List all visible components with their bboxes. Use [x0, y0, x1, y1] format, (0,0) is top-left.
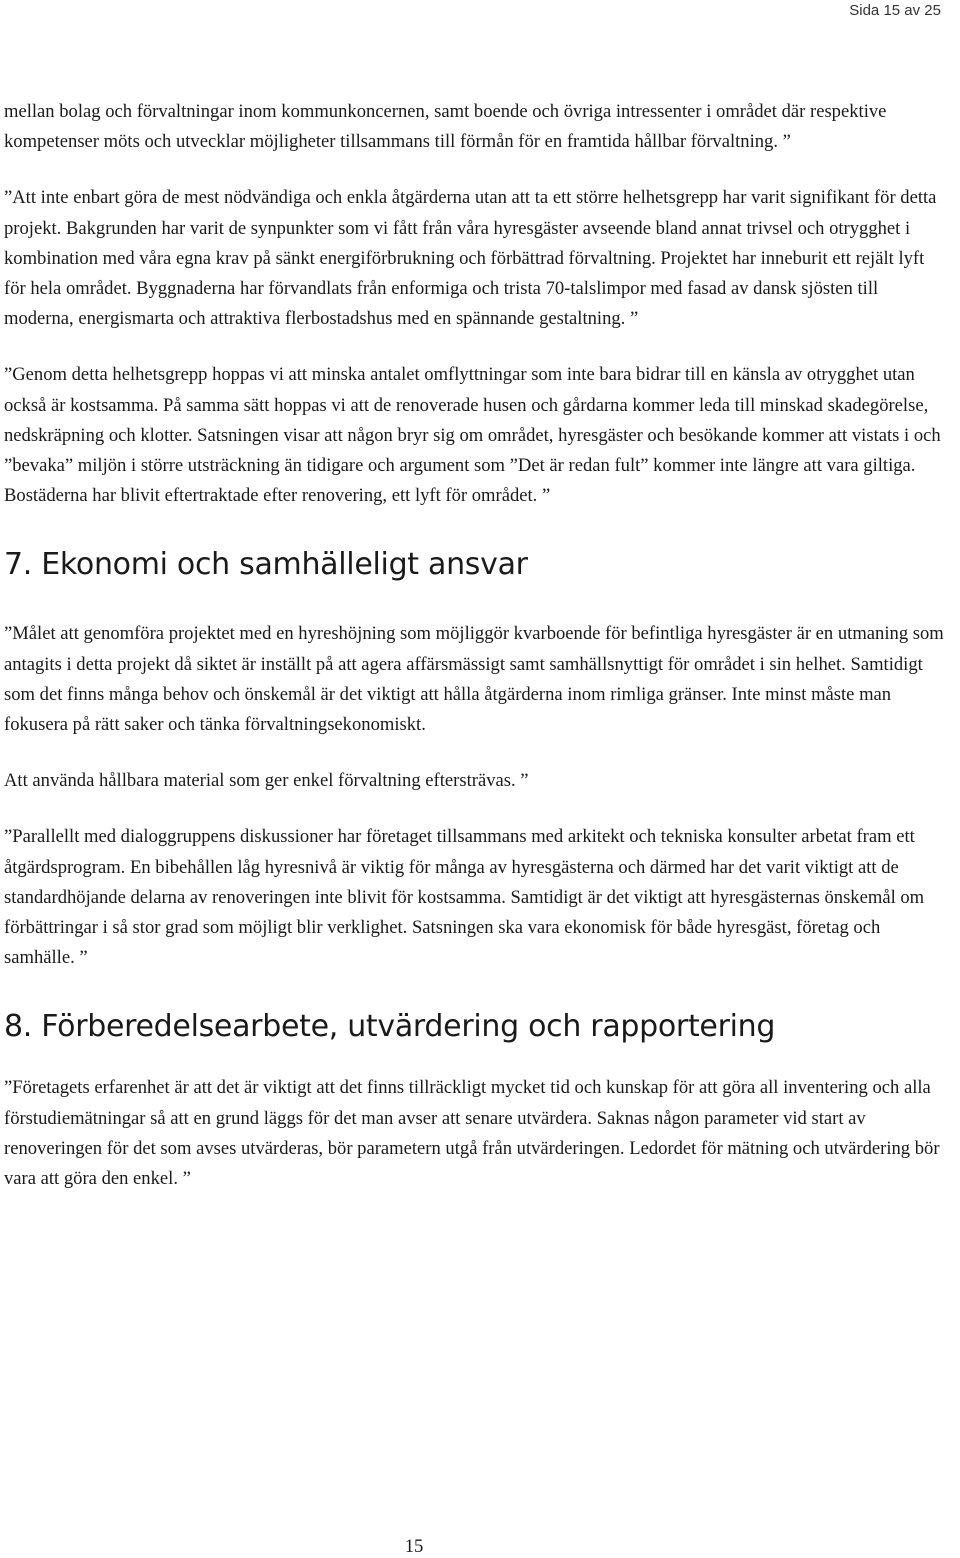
- paragraph-helhetsgrepp: ”Att inte enbart göra de mest nödvändiga och enkla åtgärderna utan att ta ett större helhetsgrepp har varit signifikant för detta projekt. Bakgrunden har varit de synpunkter som vi fått från våra hyresgäster avseende bland annat trivsel och otrygghet i kombination med våra egna krav på sänkt energiförbrukning och förbättrad förvaltning. Projektet har inneburit ett rejält lyft för hela området. Byggnaderna har förvandlats från enformiga och trista 70-talslimpor med fasad av dansk sjösten till moderna, energismarta och attraktiva flerbostadshus med en spännande gestaltning. ”: [4, 187, 937, 330]
- paragraph-hyreshojning: ”Målet att genomföra projektet med en hyreshöjning som möjliggör kvarboende för befintliga hyresgäster är en utmaning som antagits i detta projekt då siktet är inställt på att agera affärsmässigt samt samhällsnyttigt för området i sin helhet. Samtidigt som det finns många behov och önskemål är det viktigt att hålla åtgärderna inom rimliga gränser. Inte minst måste man fokusera på rätt saker och tänka förvaltningsekonomiskt.: [4, 623, 944, 736]
- section-heading-7: 7. Ekonomi och samhälleligt ansvar: [4, 547, 528, 583]
- paragraph-atgardsprogram: ”Parallellt med dialoggruppens diskussioner har företaget tillsammans med arkitekt och tekniska konsulter arbetat fram ett åtgärdsprogram. En bibehållen låg hyresnivå är viktig för många av hyresgästerna och därmed har det varit viktigt att de standardhöjande delarna av renoveringen inte blivit för kostsamma. Samtidigt är det viktigt att hyresgästernas önskemål om förbättringar i så stor grad som möjligt blir verklighet. Satsningen ska vara ekonomisk för både hyresgäst, företag och samhälle. ”: [4, 826, 925, 969]
- paragraph-foretagets-erfarenhet: ”Företagets erfarenhet är att det är viktigt att det finns tillräckligt mycket tid och kunskap för att göra all inventering och alla förstudiemätningar så att en grund läggs för det man avser att senare utvärdera. Saknas någon parameter vid start av renoveringen för det som avses utvärderas, bör parametern utgå från utvärderingen. Ledordet för mätning och utvärdering bör vara att göra den enkel. ”: [4, 1077, 940, 1190]
- section-heading-8: 8. Förberedelsearbete, utvärdering och rapportering: [4, 1009, 776, 1045]
- paragraph-omflyttningar: ”Genom detta helhetsgrepp hoppas vi att minska antalet omflyttningar som inte bara bidrar till en känsla av otrygghet utan också är kostsamma. På samma sätt hoppas vi att de renoverade husen och gårdarna kommer leda till minskad skadegörelse, nedskräpning och klotter. Satsningen visar att någon bryr sig om området, hyresgäster och besökande kommer att vistats i och ”bevaka” miljön i större utsträckning än tidigare och argument som ”Det är redan fult” kommer inte längre att vara giltiga. Bostäderna har blivit eftertraktade efter renovering, ett lyft för området. ”: [4, 364, 941, 507]
- page-label: Sida 15 av 25: [849, 2, 941, 19]
- page-number: 15: [404, 1536, 424, 1557]
- paragraph-hallbara-material: Att använda hållbara material som ger enkel förvaltning eftersträvas. ”: [4, 770, 529, 792]
- paragraph-intro-continued: mellan bolag och förvaltningar inom kommunkoncernen, samt boende och övriga intressenter i området där respektive kompetenser möts och utvecklar möjligheter tillsammans till förmån för en framtida hållbar förvaltning. ”: [4, 101, 887, 153]
- document-body: [4, 97, 944, 1194]
